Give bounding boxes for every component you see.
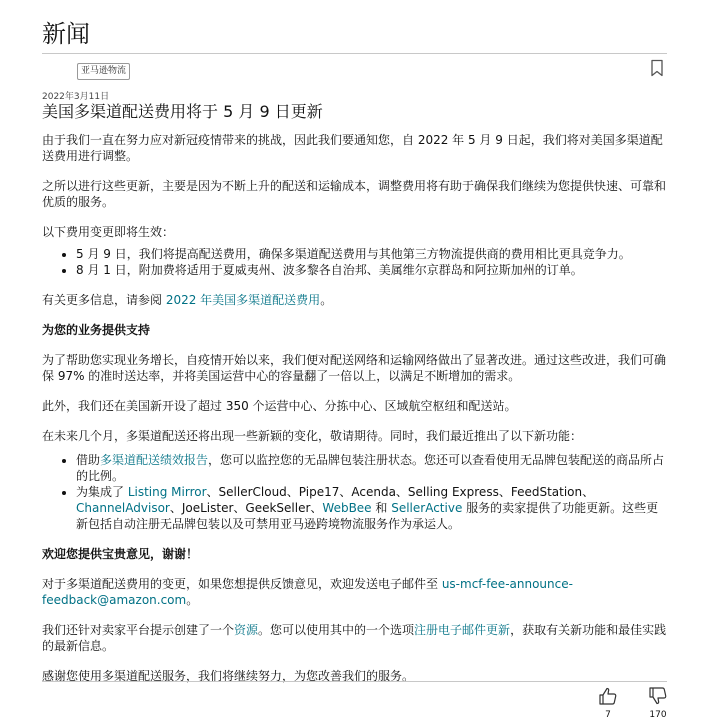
article-date: 2022年3月11日	[42, 92, 110, 102]
downvote-count: 170	[649, 710, 667, 720]
list-item	[76, 452, 670, 484]
thanks-heading: 欢迎您提供宝贵意见，谢谢！	[42, 547, 199, 561]
thumbs-up-button[interactable]	[593, 686, 623, 720]
feedback-paragraph	[42, 576, 670, 608]
resource-mid: 。您可以使用其中的一个选项	[258, 623, 415, 637]
support-paragraph-1: 为了帮助您实现业务增长，自疫情开始以来，我们便对配送网络和运输网络做出了显著改进。通过这些改进，我们可确保 97% 的准时送达率，并将美国运营中心的容量翻了一倍以上，以满足不断增加的需求。	[42, 353, 667, 383]
upvote-count: 7	[605, 710, 611, 720]
webbee-link[interactable]: WebBee	[322, 501, 372, 515]
feedback-email-link[interactable]: us-mcf-fee-announce-feedback@amazon.com	[42, 577, 573, 607]
more-info-paragraph	[42, 292, 670, 308]
list-item: • 8 月 1 日，附加费将适用于夏威夷州、波多黎各自治邦、美属维尔京群岛和阿拉斯加州的订单。	[76, 262, 670, 278]
bottom-divider	[42, 681, 667, 682]
email-signup-link[interactable]: 注册电子邮件更新	[414, 623, 511, 637]
thumbs-up-icon	[598, 686, 618, 706]
resource-suffix: ，获取有关新功能和最佳实践的最新信息。	[42, 623, 667, 653]
closing-paragraph: 感谢您使用多渠道配送服务，我们将继续努力，为您改善我们的服务。	[42, 669, 415, 683]
changes-list	[42, 246, 670, 278]
thumbs-down-button[interactable]	[643, 686, 673, 720]
bookmark-icon[interactable]	[649, 59, 665, 77]
feedback-suffix: 。	[186, 593, 199, 607]
more-info-suffix: 。	[320, 293, 333, 307]
feature-2-prefix: 为集成了	[76, 485, 128, 499]
feature-2-suffix: 服务的卖家提供了功能更新。这些更新包括自动注册无品牌包装以及可禁用亚马逊跨境物流服务作为承运人。	[76, 501, 659, 531]
title-divider	[42, 53, 667, 54]
intro-paragraph-2: 之所以进行这些更新，主要是因为不断上升的配送和运输成本，调整费用将有助于确保我们继续为您提供快速、可靠和优质的服务。	[42, 179, 667, 209]
performance-report-link[interactable]: 多渠道配送绩效报告	[100, 453, 209, 467]
resource-paragraph	[42, 622, 670, 654]
support-paragraph-2: 此外，我们还在美国新开设了超过 350 个运营中心、分拣中心、区域航空枢纽和配送站。	[42, 399, 517, 413]
list-item: • 5 月 9 日，我们将提高配送费用，确保多渠道配送费用与其他第三方物流提供商的费用相比更具竞争力。	[76, 246, 670, 262]
resource-prefix: 我们还针对卖家平台提示创建了一个	[42, 623, 235, 637]
category-tag[interactable]: 亚马逊物流	[77, 63, 130, 80]
feature-2-mid-3: 和	[371, 501, 392, 515]
support-paragraph-3: 在未来几个月，多渠道配送还将出现一些新颖的变化，敬请期待。同时，我们最近推出了以下新功能：	[42, 429, 583, 443]
article-body	[42, 132, 670, 698]
feature-1-prefix: 借助	[76, 453, 101, 467]
changes-heading: 以下费用变更即将生效：	[42, 225, 175, 239]
intro-paragraph-1: 由于我们一直在努力应对新冠疫情带来的挑战，因此我们要通知您，自 2022 年 5 月 9 日起，我们将对美国多渠道配送费用进行调整。	[42, 133, 663, 163]
thumbs-down-icon	[648, 686, 668, 706]
article-title: 美国多渠道配送费用将于 5 月 9 日更新	[42, 102, 323, 121]
resource-link[interactable]: 资源	[234, 623, 259, 637]
more-info-prefix: 有关更多信息，请参阅	[42, 293, 166, 307]
support-heading: 为您的业务提供支持	[42, 323, 151, 337]
channeladvisor-link[interactable]: ChannelAdvisor	[76, 501, 170, 515]
fee-link[interactable]: 2022 年美国多渠道配送费用	[165, 293, 321, 307]
listing-mirror-link[interactable]: Listing Mirror	[127, 485, 207, 499]
feature-2-mid-2: 、JoeLister、GeekSeller、	[169, 501, 323, 515]
feature-2-mid-1: 、SellerCloud、Pipe17、Acenda、Selling Express、FeedStation、	[206, 485, 595, 499]
page-title: 新闻	[42, 20, 90, 48]
features-list	[42, 452, 670, 532]
feedback-prefix: 对于多渠道配送费用的变更，如果您想提供反馈意见，欢迎发送电子邮件至	[42, 577, 442, 591]
selleractive-link[interactable]: SellerActive	[391, 501, 463, 515]
feature-1-suffix: ，您可以监控您的无品牌包装注册状态。您还可以查看使用无品牌包装配送的商品所占的比例。	[76, 453, 665, 483]
list-item	[76, 484, 670, 532]
